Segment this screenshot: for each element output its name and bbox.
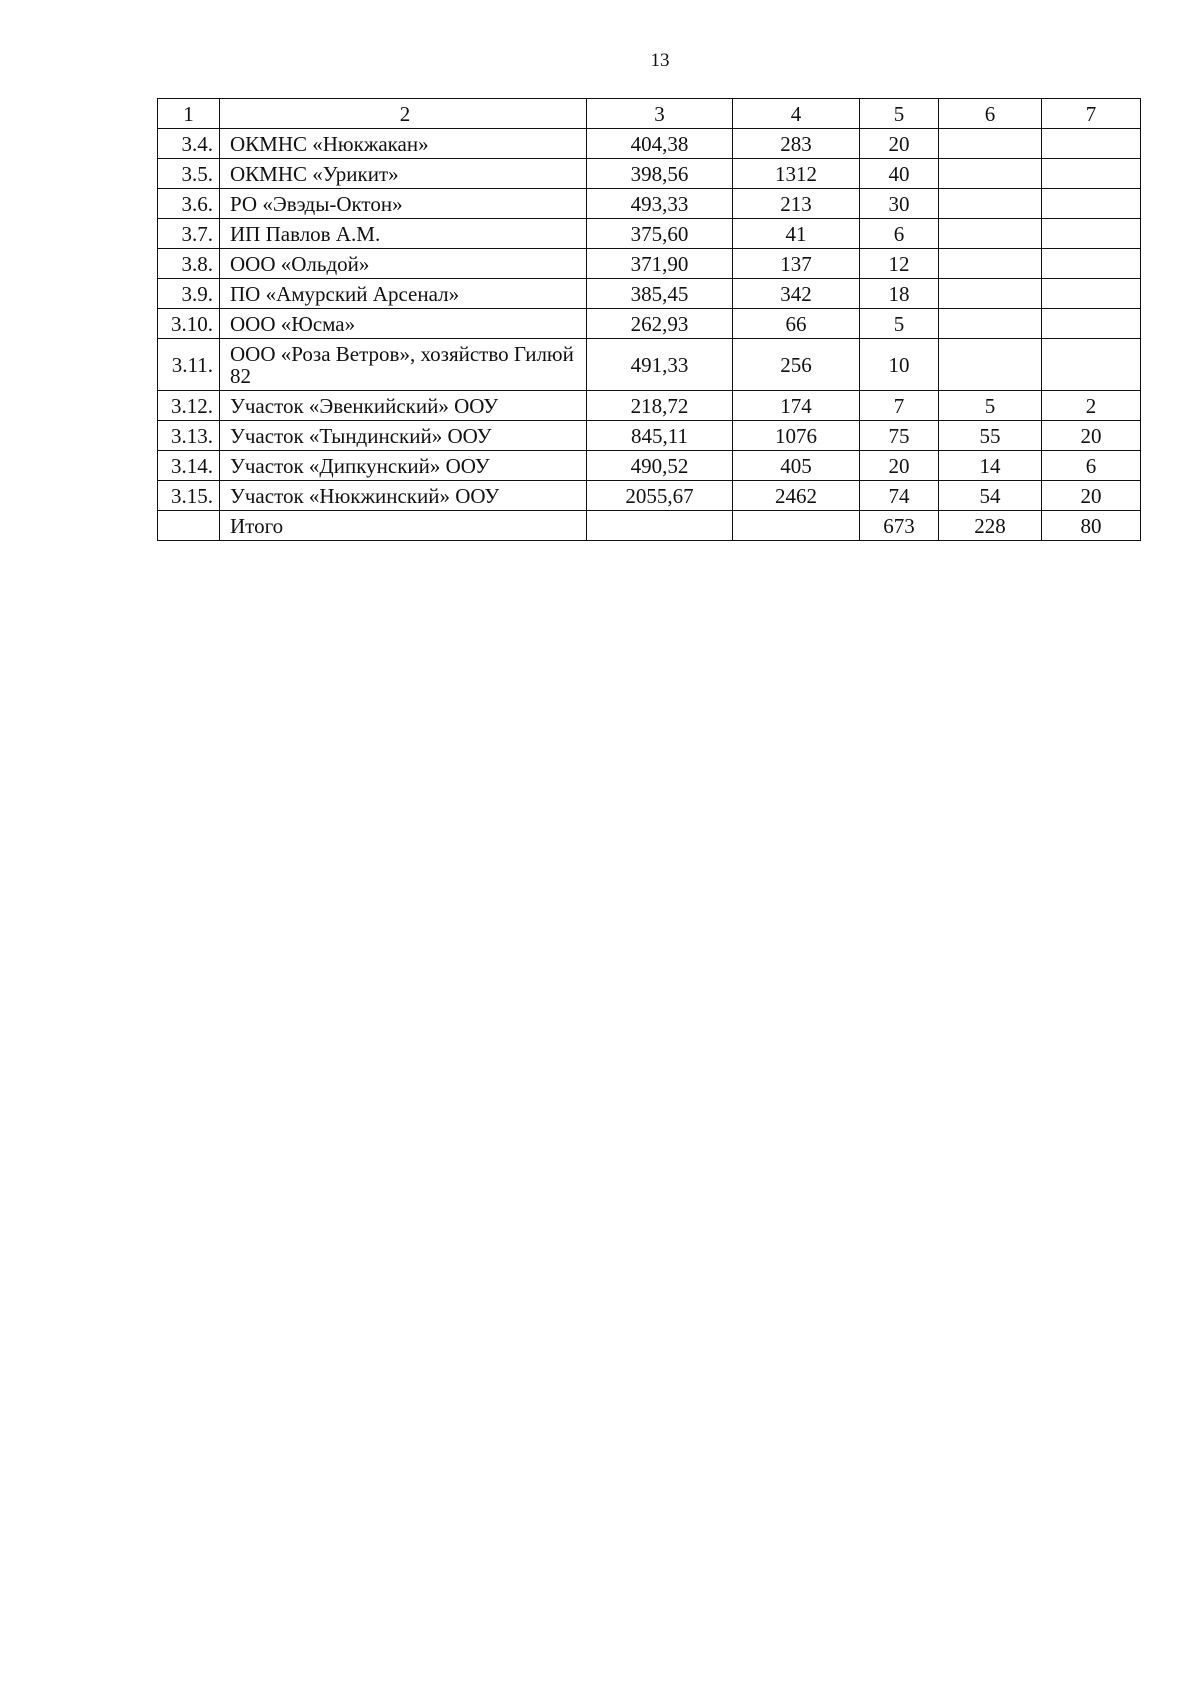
table-cell: 398,56	[587, 159, 733, 189]
table-cell: 66	[733, 309, 860, 339]
table-cell	[939, 339, 1042, 391]
table-cell	[939, 129, 1042, 159]
table-row	[158, 421, 1141, 451]
table-cell: 20	[1042, 481, 1141, 511]
table-cell: 375,60	[587, 219, 733, 249]
table-cell: 30	[860, 189, 939, 219]
row-number: 3.13.	[158, 421, 220, 451]
table-cell: 5	[860, 309, 939, 339]
table-cell: 20	[860, 129, 939, 159]
table-cell: 14	[939, 451, 1042, 481]
column-header: 2	[220, 99, 587, 129]
row-name: Участок «Эвенкийский» ООУ	[220, 391, 587, 421]
table-total-row	[158, 511, 1141, 541]
row-name: Участок «Тындинский» ООУ	[220, 421, 587, 451]
table-row	[158, 279, 1141, 309]
row-name: ОКМНС «Нюкжакан»	[220, 129, 587, 159]
table-cell: 2055,67	[587, 481, 733, 511]
table-row	[158, 129, 1141, 159]
column-header: 7	[1042, 99, 1141, 129]
row-name: ОКМНС «Урикит»	[220, 159, 587, 189]
table-cell: 491,33	[587, 339, 733, 391]
table-cell: 256	[733, 339, 860, 391]
row-number: 3.4.	[158, 129, 220, 159]
table-row	[158, 451, 1141, 481]
table-cell	[1042, 129, 1141, 159]
table-cell: 18	[860, 279, 939, 309]
row-number: 3.9.	[158, 279, 220, 309]
row-number: 3.14.	[158, 451, 220, 481]
table-cell: 845,11	[587, 421, 733, 451]
table-row	[158, 159, 1141, 189]
table-cell	[1042, 189, 1141, 219]
table-cell: 371,90	[587, 249, 733, 279]
table-cell: 5	[939, 391, 1042, 421]
total-value: 80	[1042, 511, 1141, 541]
row-number: 3.11.	[158, 339, 220, 391]
table-cell: 12	[860, 249, 939, 279]
table-cell	[1042, 339, 1141, 391]
table-row	[158, 481, 1141, 511]
table-cell	[939, 219, 1042, 249]
table-cell: 20	[1042, 421, 1141, 451]
column-header: 3	[587, 99, 733, 129]
table-cell: 55	[939, 421, 1042, 451]
table-cell	[939, 159, 1042, 189]
table-row	[158, 339, 1141, 391]
row-name: РО «Эвэды-Октон»	[220, 189, 587, 219]
table-cell	[939, 279, 1042, 309]
table-cell: 7	[860, 391, 939, 421]
total-value: 228	[939, 511, 1042, 541]
column-header: 6	[939, 99, 1042, 129]
row-number: 3.15.	[158, 481, 220, 511]
table-cell: 174	[733, 391, 860, 421]
table-cell: 10	[860, 339, 939, 391]
table-cell: 490,52	[587, 451, 733, 481]
table-cell: 342	[733, 279, 860, 309]
data-table	[157, 98, 1141, 541]
table-cell: 2462	[733, 481, 860, 511]
table-cell	[1042, 309, 1141, 339]
row-name: ПО «Амурский Арсенал»	[220, 279, 587, 309]
table-cell: 6	[860, 219, 939, 249]
table-cell: 54	[939, 481, 1042, 511]
row-number: 3.12.	[158, 391, 220, 421]
column-header: 5	[860, 99, 939, 129]
table-cell	[939, 249, 1042, 279]
table-cell: 137	[733, 249, 860, 279]
table-cell: 75	[860, 421, 939, 451]
row-number: 3.8.	[158, 249, 220, 279]
page-number: 13	[650, 50, 670, 71]
table-cell: 213	[733, 189, 860, 219]
row-name: ООО «Ольдой»	[220, 249, 587, 279]
row-number: 3.10.	[158, 309, 220, 339]
table-cell: 385,45	[587, 279, 733, 309]
table-cell: 283	[733, 129, 860, 159]
table-cell	[1042, 279, 1141, 309]
table-cell	[1042, 159, 1141, 189]
table-header-row	[158, 99, 1141, 129]
total-label: Итого	[220, 511, 587, 541]
table-row	[158, 309, 1141, 339]
table-cell: 404,38	[587, 129, 733, 159]
row-number: 3.5.	[158, 159, 220, 189]
table-cell: 493,33	[587, 189, 733, 219]
table-cell	[587, 511, 733, 541]
table-row	[158, 249, 1141, 279]
column-header: 4	[733, 99, 860, 129]
table-cell	[1042, 249, 1141, 279]
table-row	[158, 391, 1141, 421]
table-cell	[733, 511, 860, 541]
row-name: ООО «Юсма»	[220, 309, 587, 339]
table-cell: 2	[1042, 391, 1141, 421]
table-cell: 6	[1042, 451, 1141, 481]
table-cell	[939, 309, 1042, 339]
total-value: 673	[860, 511, 939, 541]
table-cell: 262,93	[587, 309, 733, 339]
row-name: Участок «Дипкунский» ООУ	[220, 451, 587, 481]
row-name: ООО «Роза Ветров», хозяйство Гилюй 82	[220, 339, 587, 391]
row-number: 3.7.	[158, 219, 220, 249]
table-cell: 218,72	[587, 391, 733, 421]
row-name: ИП Павлов А.М.	[220, 219, 587, 249]
row-name: Участок «Нюкжинский» ООУ	[220, 481, 587, 511]
table-cell: 41	[733, 219, 860, 249]
column-header: 1	[158, 99, 220, 129]
table-row	[158, 189, 1141, 219]
row-number	[158, 511, 220, 541]
table-cell: 1076	[733, 421, 860, 451]
table-cell	[1042, 219, 1141, 249]
table-cell: 40	[860, 159, 939, 189]
table-cell: 405	[733, 451, 860, 481]
table-row	[158, 219, 1141, 249]
table-cell: 74	[860, 481, 939, 511]
row-number: 3.6.	[158, 189, 220, 219]
table-cell: 20	[860, 451, 939, 481]
table-cell: 1312	[733, 159, 860, 189]
table-cell	[939, 189, 1042, 219]
